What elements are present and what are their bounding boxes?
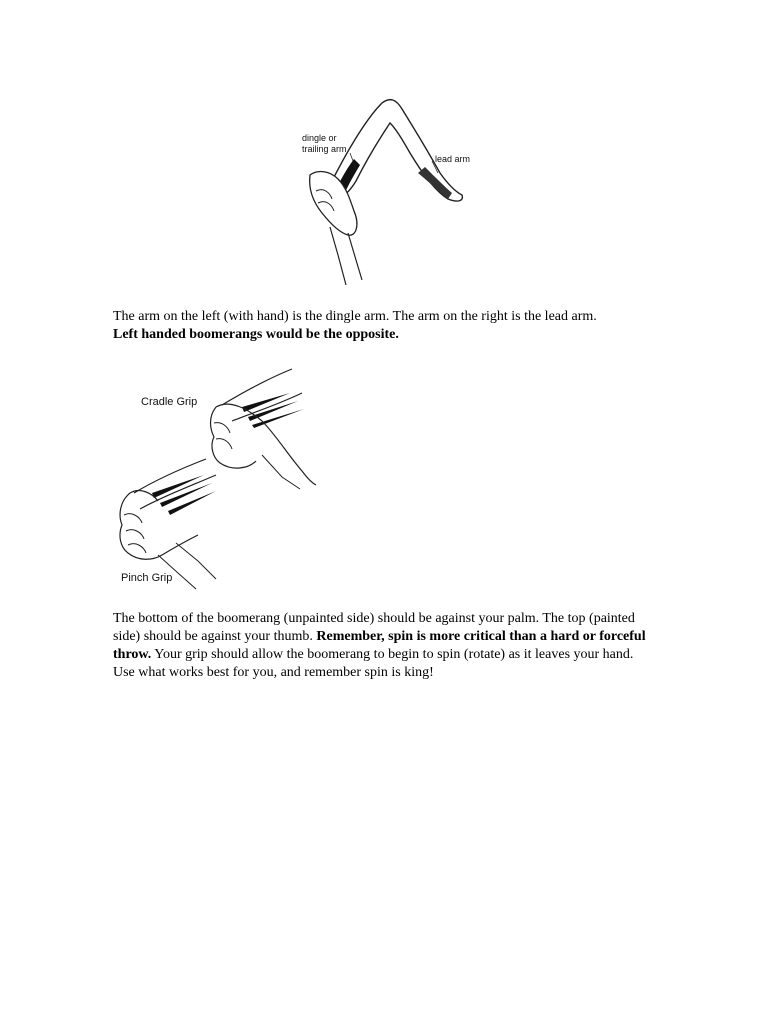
pinch-finger-lines	[124, 514, 146, 553]
grip-description-text-2: Your grip should allow the boomerang to begin to spin (rotate) as it leaves your hand. Use what works best for you, and remember spin is king!	[113, 647, 634, 680]
grip-description-text-1: The bottom of the boomerang (unpainted side) should be against your palm. The top (painted side) should be against your thumb.	[113, 611, 635, 644]
pinch-boomerang-edge	[134, 459, 216, 509]
cradle-wrist-line	[262, 455, 300, 489]
cradle-hand-outline	[211, 404, 317, 485]
grip-description-paragraph	[113, 610, 658, 682]
boomerang-arms-figure	[290, 95, 480, 290]
cradle-grip-label: Cradle Grip	[141, 396, 198, 408]
pinch-boomerang-stripes	[152, 475, 216, 515]
arm-description-paragraph	[113, 308, 673, 344]
lead-arm-label: lead arm	[435, 154, 471, 164]
cradle-finger-lines	[214, 423, 232, 449]
grip-figure	[112, 365, 327, 595]
spin-emphasis: Remember, spin is more critical than a hard or forceful throw.	[113, 629, 646, 662]
arm-description-text: The arm on the left (with hand) is the dingle arm. The arm on the right is the lead arm.	[113, 309, 597, 324]
wrist-lines	[330, 227, 362, 285]
pinch-hand-outline	[120, 491, 198, 560]
cradle-boomerang-stripes	[242, 393, 304, 428]
boomerang-arms-illustration	[290, 95, 480, 290]
left-handed-note: Left handed boomerangs would be the opposite.	[113, 327, 399, 342]
dingle-arm-label: dingle or trailing arm	[302, 133, 347, 154]
pinch-grip-label: Pinch Grip	[121, 572, 173, 584]
